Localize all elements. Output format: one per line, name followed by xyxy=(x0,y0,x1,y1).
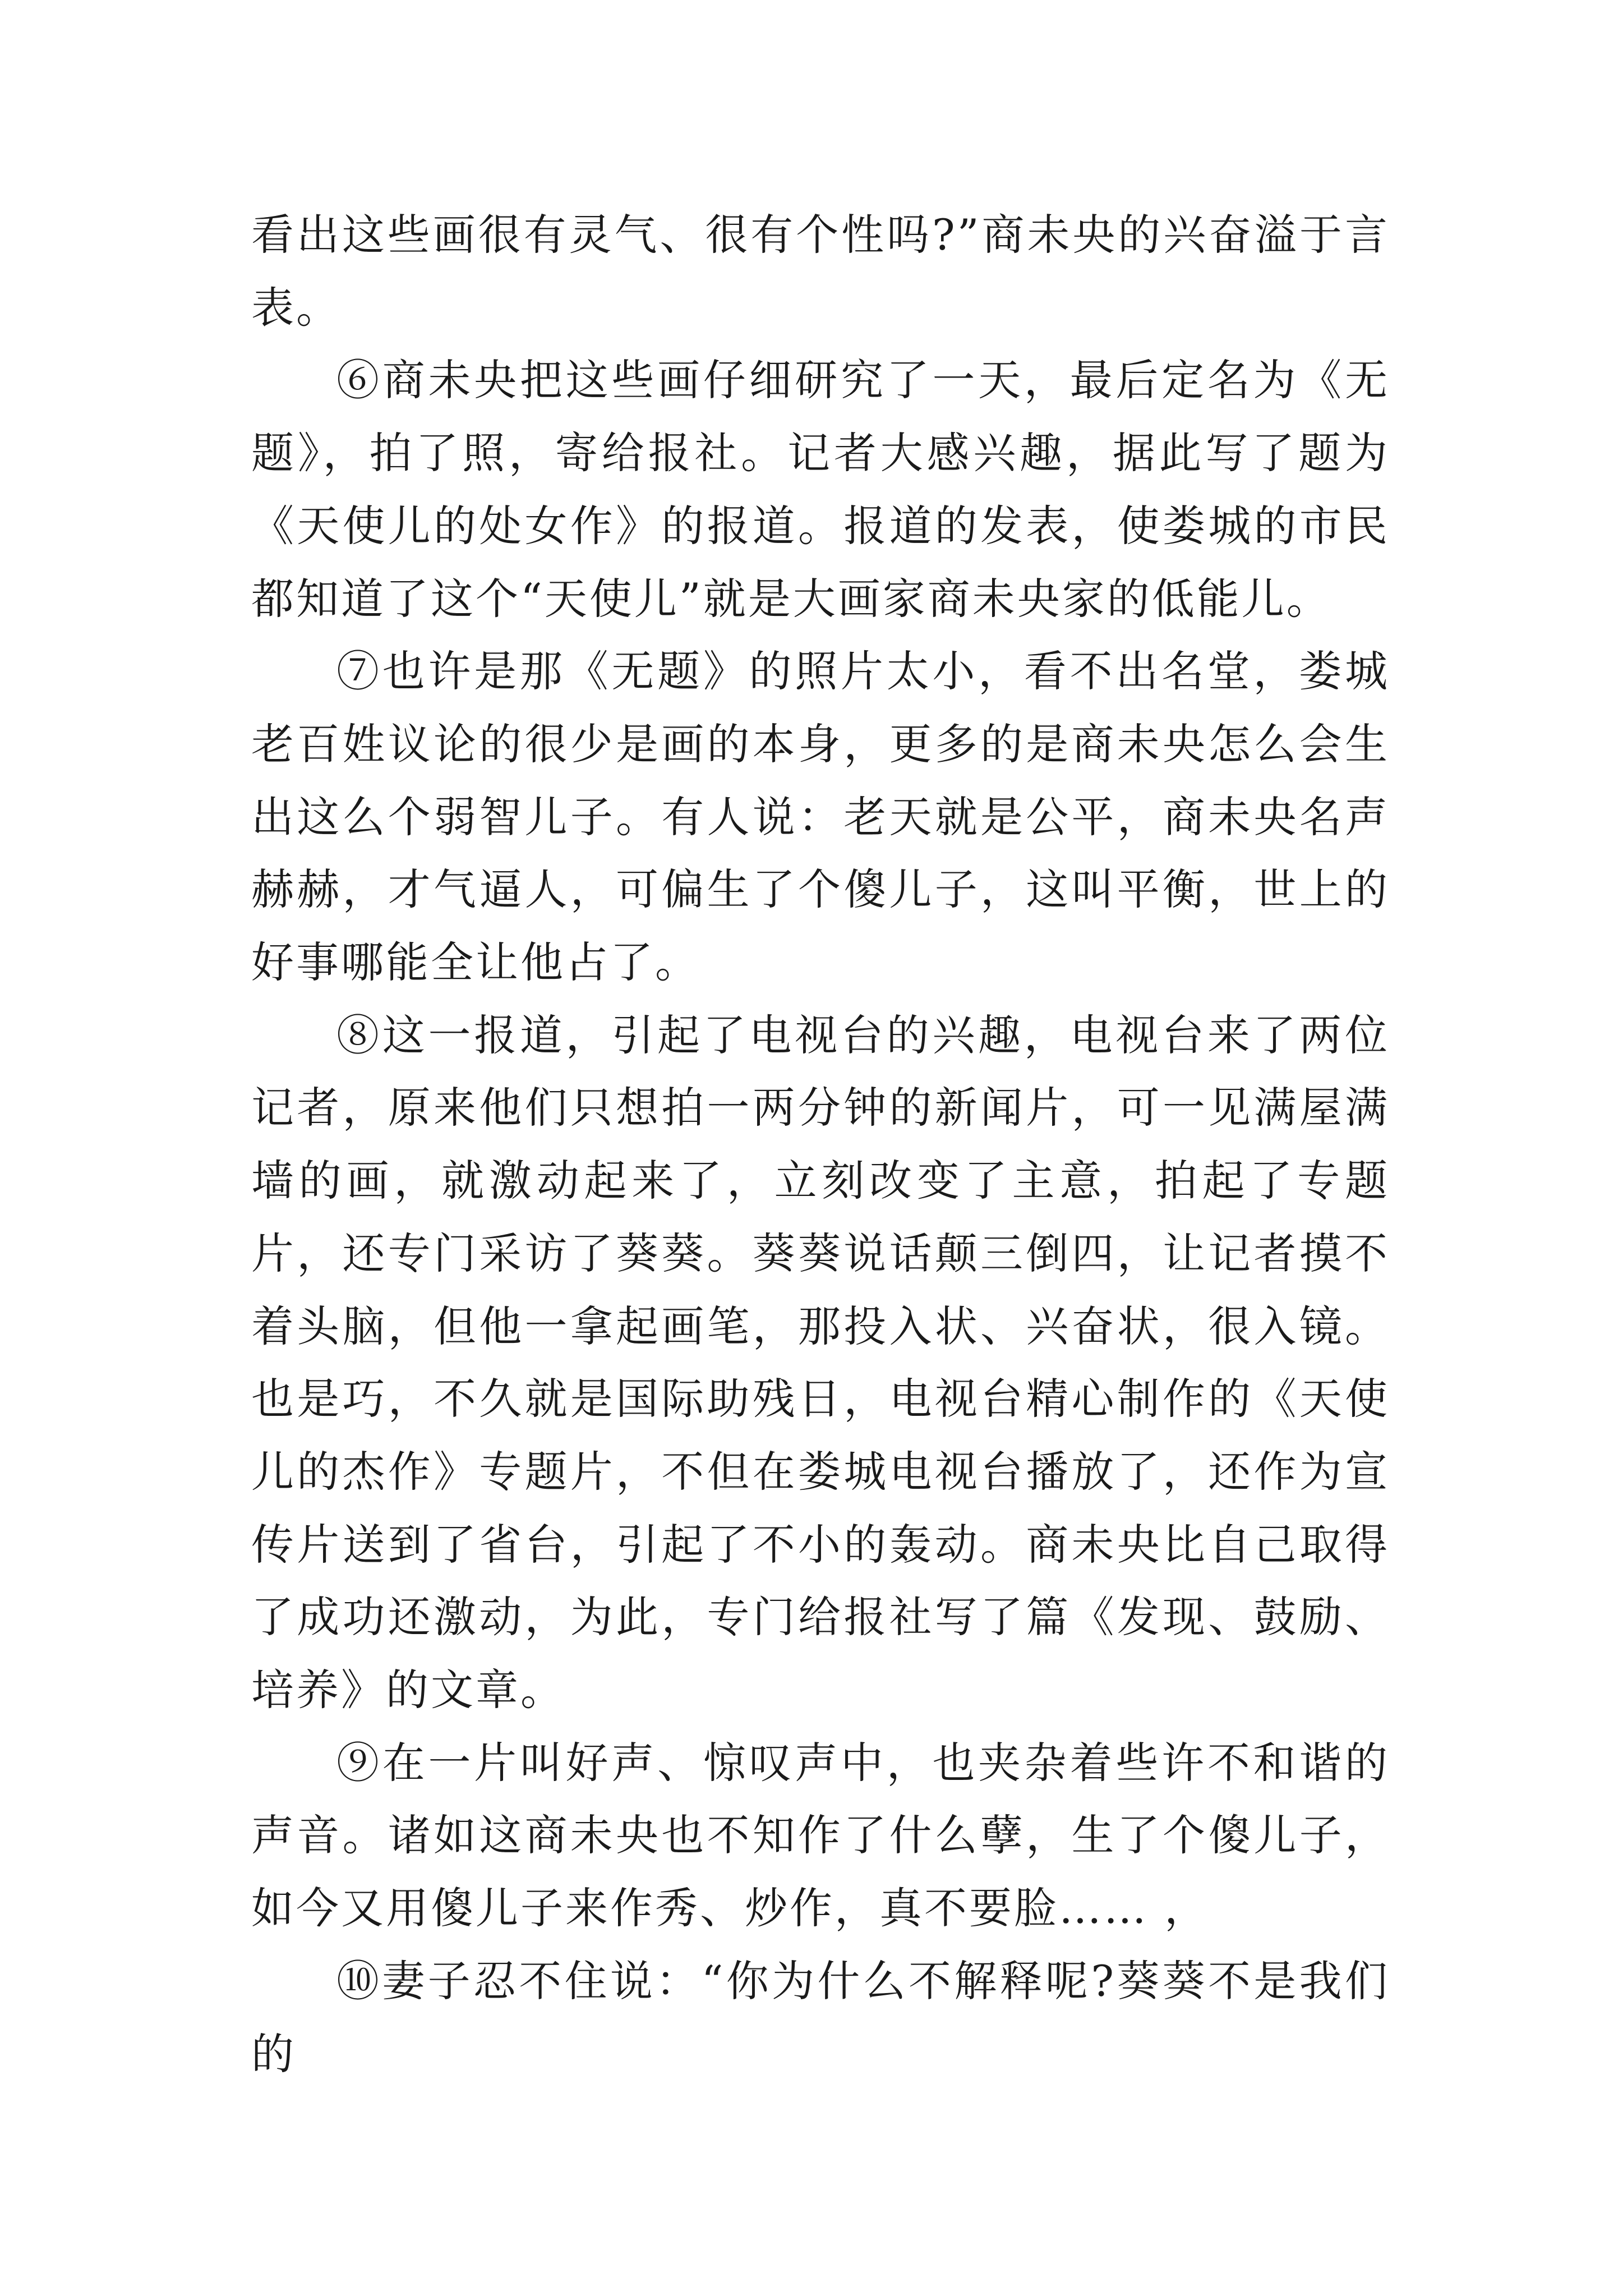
paragraph-9: ⑨在一片叫好声、惊叹声中，也夹杂着些许不和谐的声音。诸如这商未央也不知作了什么孽，生了个傻儿子，如今又用傻儿子来作秀、炒作，真不要脸…… ， xyxy=(251,1737,1390,1934)
paragraph-8: ⑧这一报道，引起了电视台的兴趣，电视台来了两位记者，原来他们只想拍一两分钟的新闻片，可一见满屋满墙的画，就激动起来了，立刻改变了主意，拍起了专题片，还专门采访了葵葵。葵葵说话颠三倒四，让记者摸不着头脑，但他一拿起画笔，那投入状、兴奋状，很入镜。也是巧，不久就是国际助残日，电视台精心制作的《天使儿的杰作》专题片，不但在娄城电视台播放了，还作为宣传片送到了省台，引起了不小的轰动。商未央比自己取得了成功还激动，为此，专门给报社写了篇《发现、鼓励、培养》的文章。 xyxy=(251,1010,1390,1715)
paragraph-continued: 看出这些画很有灵气、很有个性吗?”商未央的兴奋溢于言表。 xyxy=(251,210,1390,333)
paragraph-10: ⑩妻子忍不住说：“你为什么不解释呢?葵葵不是我们的 xyxy=(251,1955,1390,2079)
paragraph-6: ⑥商未央把这些画仔细研究了一天，最后定名为《无题》，拍了照，寄给报社。记者大感兴趣，据此写了题为《天使儿的处女作》的报道。报道的发表，使娄城的市民都知道了这个“天使儿”就是大画家商未央家的低能儿。 xyxy=(251,355,1390,624)
paragraph-7: ⑦也许是那《无题》的照片太小，看不出名堂，娄城老百姓议论的很少是画的本身，更多的是商未央怎么会生出这么个弱智儿子。有人说：老天就是公平，商未央名声赫赫，才气逼人，可偏生了个傻儿子，这叫平衡，世上的好事哪能全让他占了。 xyxy=(251,646,1390,988)
article-body xyxy=(251,199,1390,2090)
